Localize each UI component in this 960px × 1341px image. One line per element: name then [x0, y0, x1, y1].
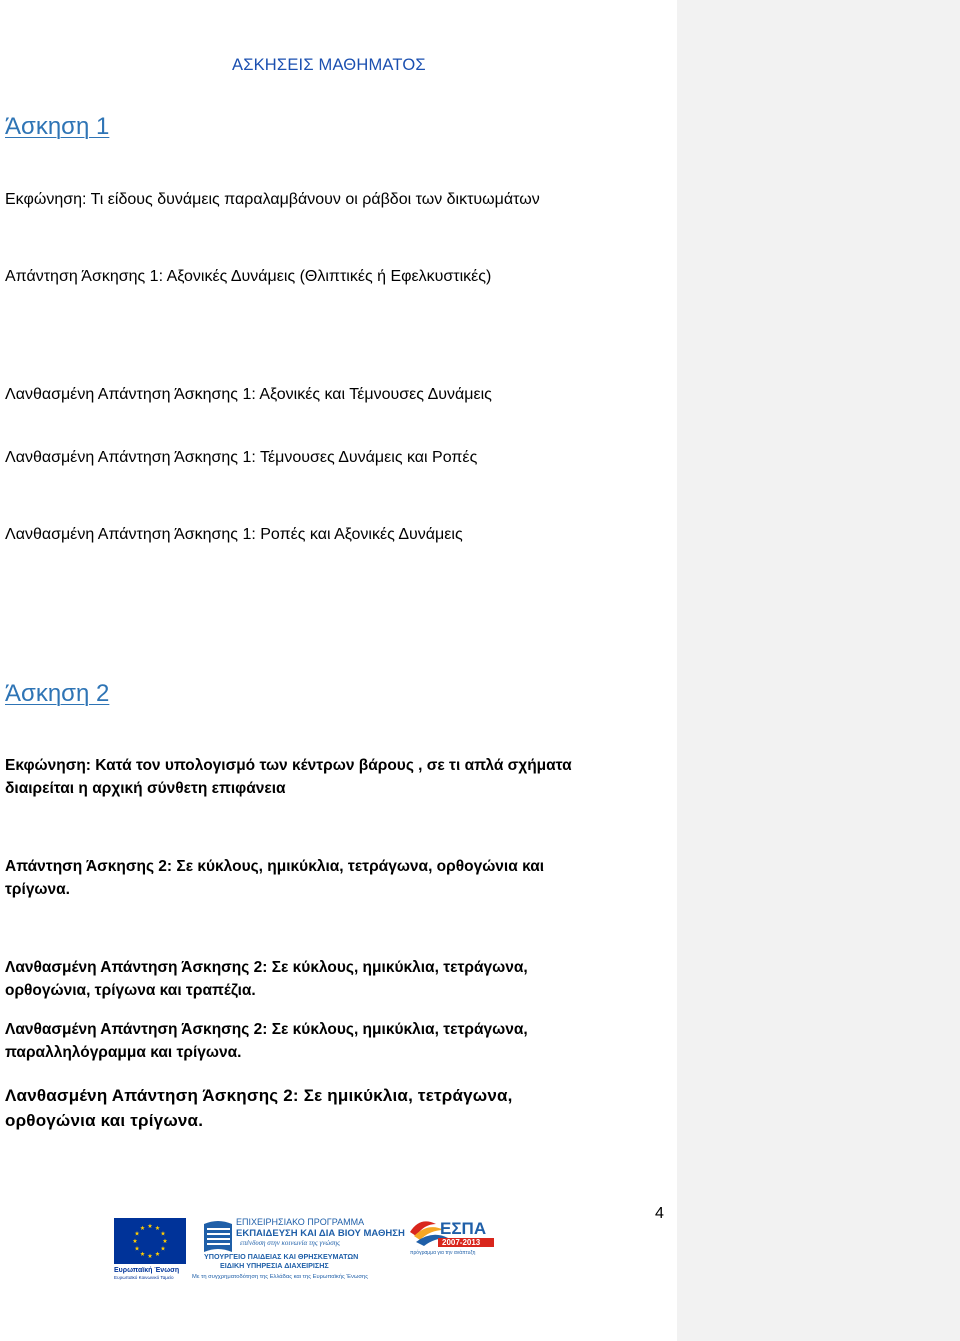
exercise-1-wrong-answer-1: Λανθασμένη Απάντηση Άσκησης 1: Αξονικές και Τέμνουσες Δυνάμεις	[5, 386, 492, 403]
exercise-2-wrong-1-line-1: Λανθασμένη Απάντηση Άσκησης 2: Σε κύκλους, ημικύκλια, τετράγωνα,	[5, 959, 528, 976]
eu-flag-icon	[114, 1218, 186, 1264]
exercise-2-wrong-3-line-1: Λανθασμένη Απάντηση Άσκησης 2: Σε ημικύκλια, τετράγωνα,	[5, 1086, 513, 1105]
margin-sidebar	[677, 0, 960, 1341]
eu-subcaption: Ευρωπαϊκό Κοινωνικό Ταμείο	[114, 1275, 174, 1280]
eu-caption: Ευρωπαϊκή Ένωση	[114, 1267, 180, 1274]
exercise-1-answer: Απάντηση Άσκησης 1: Αξονικές Δυνάμεις (Θλιπτικές ή Εφελκυστικές)	[5, 268, 492, 285]
funding-line: Με τη συγχρηματοδότηση της Ελλάδας και της Ευρωπαϊκής Ένωσης	[192, 1274, 369, 1280]
exercise-2-question-line-2: διαιρείται η αρχική σύνθετη επιφάνεια	[5, 780, 286, 797]
exercise-2-wrong-1-line-2: ορθογώνια, τρίγωνα και τραπέζια.	[5, 982, 256, 999]
espa-title: ΕΣΠΑ	[440, 1219, 487, 1238]
ministry-line-1: ΥΠΟΥΡΓΕΙΟ ΠΑΙΔΕΙΑΣ ΚΑΙ ΘΡΗΣΚΕΥΜΑΤΩΝ	[204, 1252, 359, 1261]
exercise-1-wrong-answer-2: Λανθασμένη Απάντηση Άσκησης 1: Τέμνουσες Δυνάμεις και Ροπές	[5, 449, 478, 466]
program-book-icon	[204, 1221, 232, 1252]
exercise-2-wrong-3-line-2: ορθογώνια και τρίγωνα.	[5, 1111, 204, 1130]
espa-years: 2007-2013	[442, 1238, 481, 1247]
exercise-1-question: Εκφώνηση: Τι είδους δυνάμεις παραλαμβάνουν οι ράβδοι των δικτυωμάτων	[5, 191, 540, 208]
ministry-line-2: ΕΙΔΙΚΗ ΥΠΗΡΕΣΙΑ ΔΙΑΧΕΙΡΙΣΗΣ	[220, 1261, 329, 1270]
exercise-2-wrong-2-line-1: Λανθασμένη Απάντηση Άσκησης 2: Σε κύκλους, ημικύκλια, τετράγωνα,	[5, 1021, 528, 1038]
espa-sub: πρόγραμμα για την ανάπτυξη	[410, 1250, 476, 1256]
program-line-1: ΕΠΙΧΕΙΡΗΣΙΑΚΟ ΠΡΟΓΡΑΜΜΑ	[236, 1217, 365, 1227]
exercise-2-question-line-1: Εκφώνηση: Κατά τον υπολογισμό των κέντρων βάρους , σε τι απλά σχήματα	[5, 757, 572, 774]
exercise-2-wrong-2-line-2: παραλληλόγραμμα και τρίγωνα.	[5, 1044, 242, 1061]
program-line-3: επένδυση στην κοινωνία της γνώσης	[240, 1239, 340, 1247]
exercise-2-answer-line-2: τρίγωνα.	[5, 881, 70, 898]
exercise-2-title: Άσκηση 2	[5, 680, 110, 707]
exercise-1-wrong-answer-3: Λανθασμένη Απάντηση Άσκησης 1: Ροπές και Αξονικές Δυνάμεις	[5, 526, 463, 543]
program-line-2: ΕΚΠΑΙΔΕΥΣΗ ΚΑΙ ΔΙΑ ΒΙΟΥ ΜΑΘΗΣΗ	[236, 1228, 405, 1239]
funding-logos	[110, 1212, 500, 1282]
page-number: 4	[655, 1205, 664, 1222]
exercise-2-answer-line-1: Απάντηση Άσκησης 2: Σε κύκλους, ημικύκλια, τετράγωνα, ορθογώνια και	[5, 858, 545, 875]
exercise-1-title: Άσκηση 1	[5, 113, 110, 140]
document-header: ΑΣΚΗΣΕΙΣ ΜΑΘΗΜΑΤΟΣ	[232, 56, 426, 74]
